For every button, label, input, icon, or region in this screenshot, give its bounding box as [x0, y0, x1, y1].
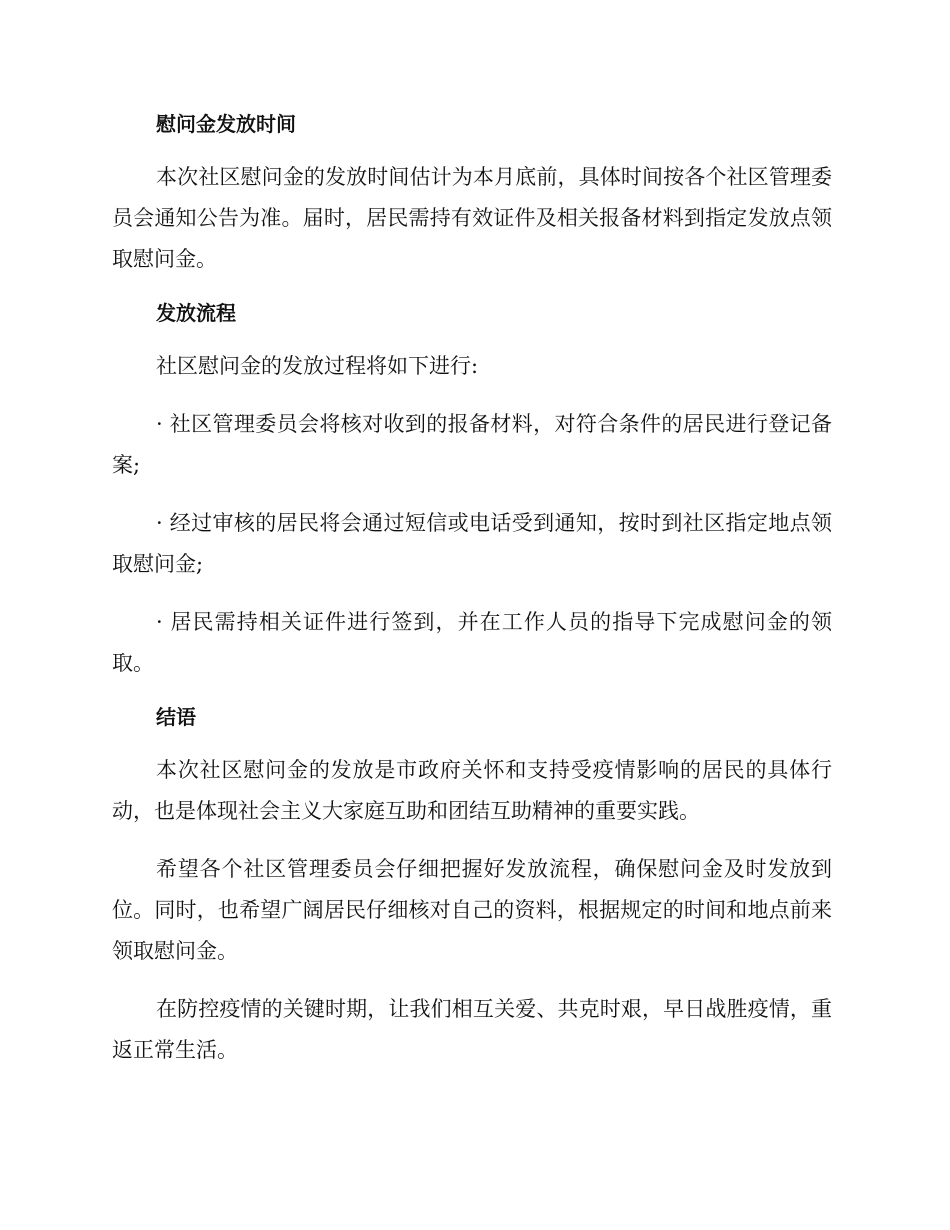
section-heading: 结语	[156, 705, 196, 729]
paragraph: 本次社区慰问金的发放是市政府关怀和支持受疫情影响的居民的具体行动，也是体现社会主义大家庭互助和团结互助精神的重要实践。	[112, 758, 832, 823]
bullet-item: · 居民需持相关证件进行签到，并在工作人员的指导下完成慰问金的领取。	[112, 610, 832, 675]
paragraph: 社区慰问金的发放过程将如下进行:	[156, 354, 479, 378]
section-heading: 发放流程	[156, 301, 236, 325]
paragraph: 希望各个社区管理委员会仔细把握好发放流程，确保慰问金及时发放到位。同时，也希望广阔居民仔细核对自己的资料，根据规定的时间和地点前来领取慰问金。	[112, 857, 832, 963]
section-distribution-process	[112, 297, 832, 684]
bullet-item: · 经过审核的居民将会通过短信或电话受到通知，按时到社区指定地点领取慰问金;	[112, 511, 832, 576]
section-conclusion	[112, 701, 832, 1071]
section-distribution-time	[112, 108, 832, 280]
document-page	[112, 108, 832, 1088]
bullet-item: · 社区管理委员会将核对收到的报备材料，对符合条件的居民进行登记备案;	[112, 412, 832, 477]
paragraph: 本次社区慰问金的发放时间估计为本月底前，具体时间按各个社区管理委员会通知公告为准。届时，居民需持有效证件及相关报备材料到指定发放点领取慰问金。	[112, 165, 832, 271]
paragraph: 在防控疫情的关键时期，让我们相互关爱、共克时艰，早日战胜疫情，重返正常生活。	[112, 997, 832, 1062]
section-heading: 慰问金发放时间	[156, 112, 296, 136]
